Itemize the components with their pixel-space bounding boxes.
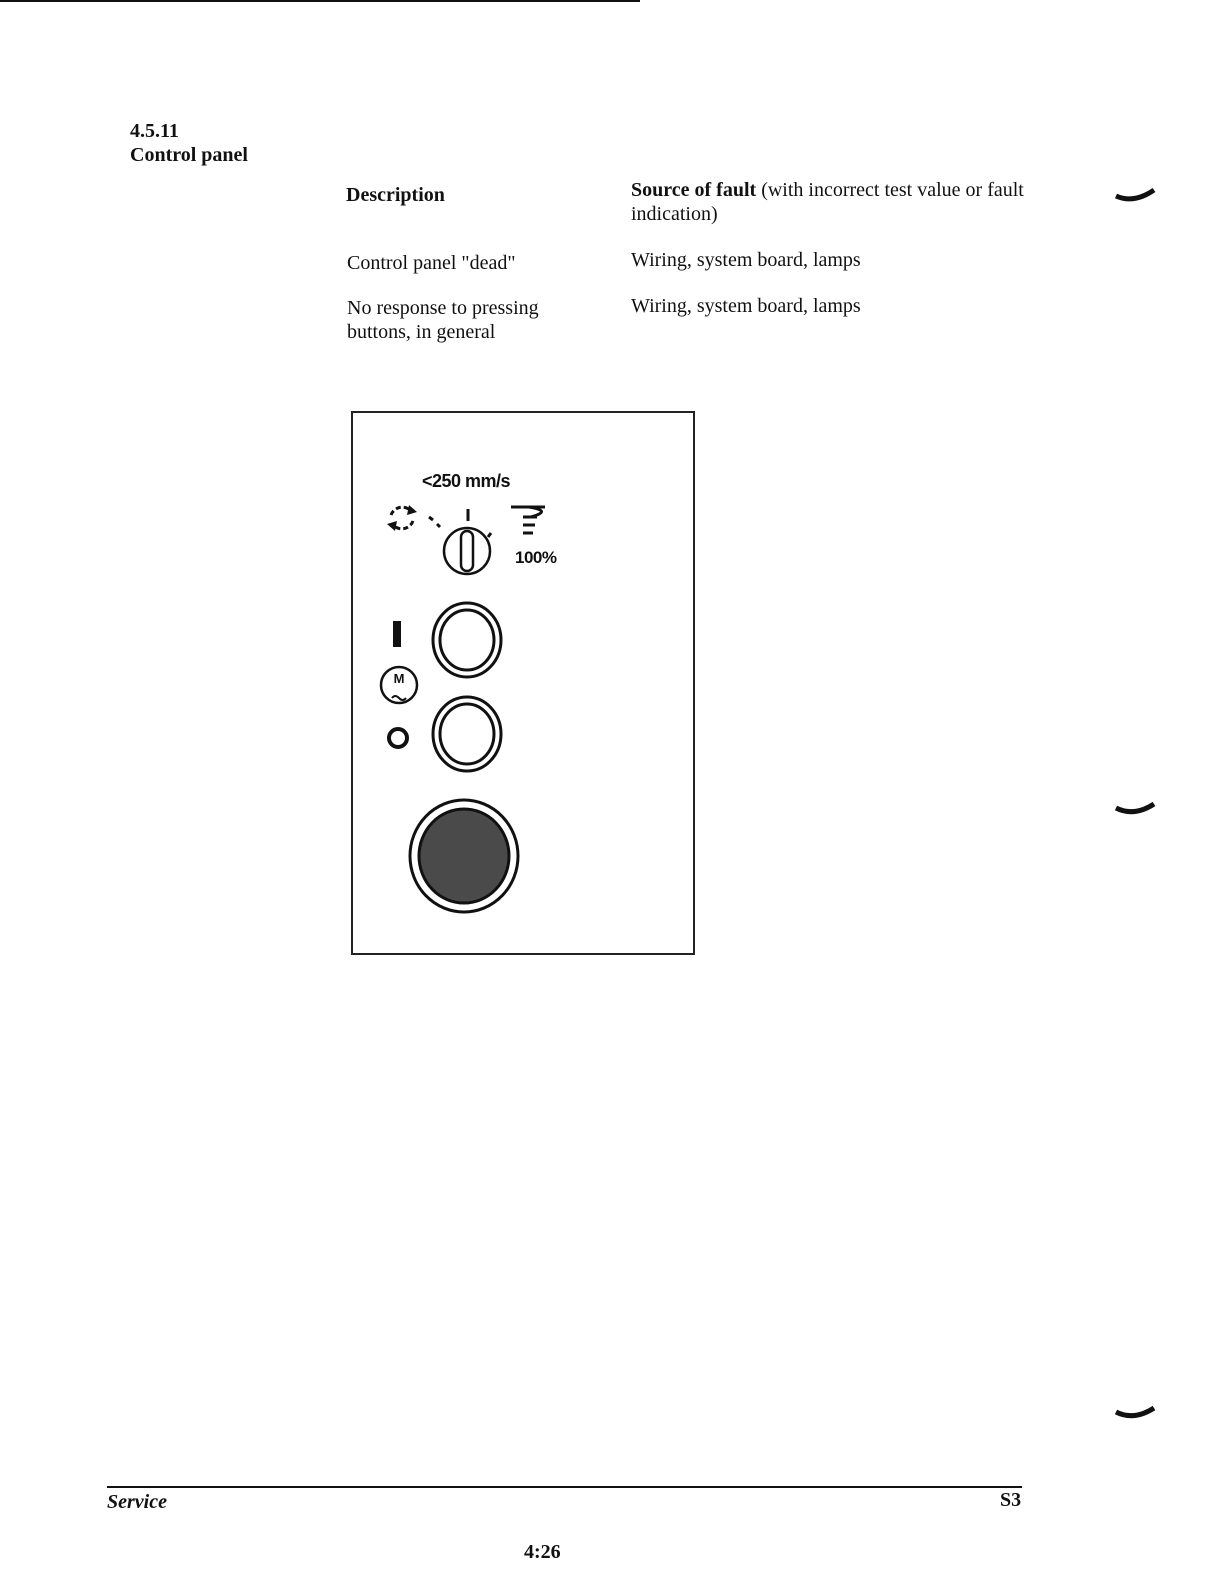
row-1-description: Control panel "dead" [347, 252, 516, 274]
section-title: Control panel [130, 144, 248, 166]
motor-letter: M [393, 671, 405, 686]
footer-rule [107, 1486, 1022, 1488]
row-1-source: Wiring, system board, lamps [631, 249, 861, 271]
margin-change-mark [1114, 186, 1156, 206]
on-button [433, 603, 501, 677]
source-column-header [631, 178, 1051, 226]
row-2-description: No response to pressing buttons, in general [347, 297, 539, 343]
speed-cycle-icon [387, 505, 417, 531]
footer-left-label: Service [107, 1491, 167, 1513]
top-rule [0, 0, 640, 2]
speed-label: <250 mm/s [422, 471, 511, 491]
section-number: 4.5.11 [130, 120, 179, 142]
paper-feed-icon [511, 507, 545, 533]
margin-change-mark [1114, 1404, 1156, 1424]
off-button [433, 697, 501, 771]
description-column-header: Description [346, 184, 445, 206]
on-indicator-icon [393, 621, 401, 647]
source-header-note: (with incorrect test value or fault indication) [631, 179, 1024, 225]
page-number: 4:26 [524, 1541, 561, 1563]
row-2-source: Wiring, system board, lamps [631, 295, 861, 317]
selector-knob-icon [444, 528, 490, 574]
percent-label: 100% [515, 548, 557, 567]
footer-right-label: S3 [1000, 1489, 1022, 1511]
emergency-stop-button [410, 800, 518, 912]
source-header-bold: Source of fault [631, 179, 757, 201]
control-panel-figure [351, 411, 695, 955]
off-indicator-icon [389, 729, 407, 747]
margin-change-mark [1114, 800, 1156, 820]
section-heading [130, 119, 248, 167]
